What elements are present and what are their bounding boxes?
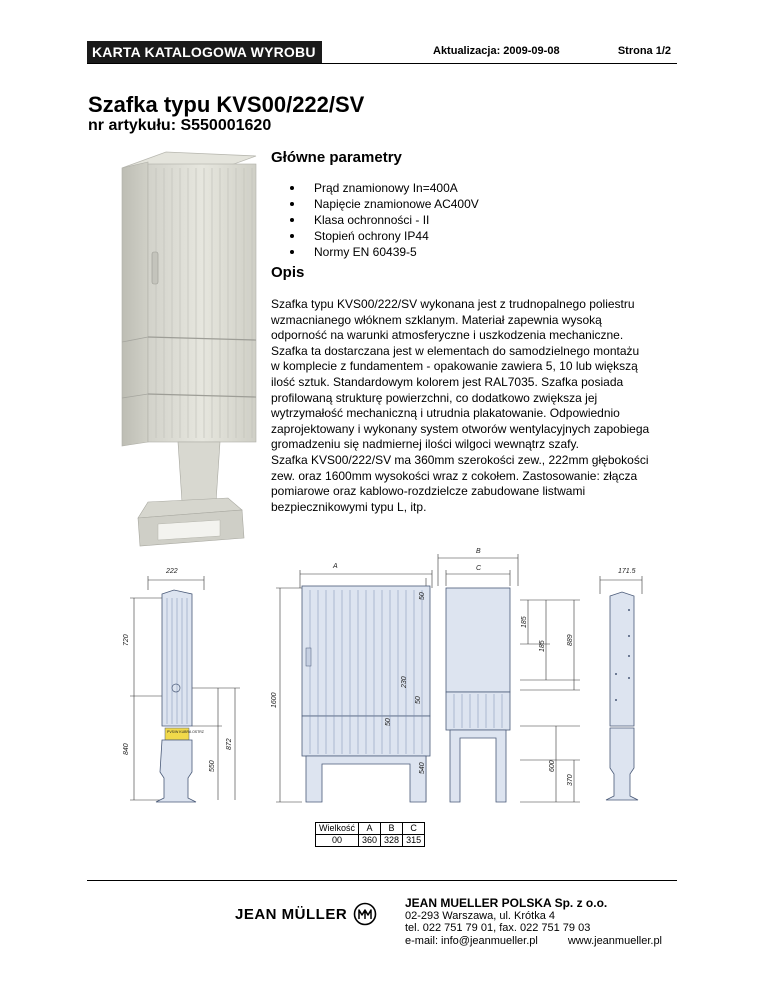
- dim-a: A: [333, 563, 338, 570]
- product-photo: [108, 142, 262, 550]
- description-line: profilowaną strukturę powierzchni, co dodatkowo zwiększa jej: [271, 390, 598, 405]
- list-item: Stopień ochrony IP44: [290, 228, 479, 244]
- company-email: e-mail: info@jeanmueller.pl: [405, 934, 538, 947]
- table-row: [316, 835, 425, 847]
- column-header: C: [403, 823, 425, 835]
- logo-text: JEAN MÜLLER: [235, 905, 348, 923]
- description-line: odporność na warunki atmosferyczne i uszkodzenia mechaniczne.: [271, 328, 624, 343]
- dim-1600: 1600: [271, 692, 278, 708]
- side-view: [156, 590, 205, 802]
- description-line: wzmacnianego włóknem szklanym. Materiał zapewnia wysoką: [271, 312, 602, 327]
- fuse-label-sticker: PVS/W KUBRA OSTRZ: [167, 730, 204, 734]
- dim-840: 840: [123, 743, 130, 755]
- article-number: nr artykułu: S550001620: [88, 117, 272, 134]
- parameters-list: [290, 180, 479, 260]
- bullet-icon: [290, 234, 294, 238]
- description-line: Szafka KVS00/222/SV ma 360mm szerokości zew., 222mm głębokości: [271, 452, 649, 467]
- dim-c: C: [476, 565, 482, 572]
- description-line: bezpiecznikowymi typu L, itp.: [271, 499, 427, 514]
- table-cell: 315: [403, 835, 425, 847]
- dim-185-a: 185: [521, 616, 528, 628]
- bullet-icon: [290, 218, 294, 222]
- table-cell: 328: [381, 835, 403, 847]
- list-item: Napięcie znamionowe AC400V: [290, 196, 479, 212]
- dim-370: 370: [567, 774, 574, 786]
- update-date: Aktualizacja: 2009-09-08: [433, 45, 560, 57]
- size-table: [315, 822, 425, 847]
- dim-872: 872: [226, 738, 233, 750]
- description-line: zew. oraz 1600mm wysokości wraz z cokołem. Zastosowanie: złącza: [271, 468, 638, 483]
- company-logo: [235, 902, 377, 926]
- main-parameters-heading: Główne parametry: [271, 149, 402, 166]
- list-item: Normy EN 60439-5: [290, 244, 479, 260]
- list-item: Prąd znamionowy In=400A: [290, 180, 479, 196]
- bullet-icon: [290, 250, 294, 254]
- dim-50-mid: 50: [415, 696, 422, 704]
- dim-222: 222: [166, 568, 178, 575]
- dim-600: 600: [549, 760, 556, 772]
- company-address: 02-293 Warszawa, ul. Krótka 4: [405, 909, 555, 922]
- company-contact: [405, 935, 662, 948]
- description-line: wytrzymałość mechaniczną i utrudnia plakatowanie. Odpowiednio: [271, 406, 620, 421]
- logo-emblem-icon: [353, 902, 377, 926]
- catalog-card-label: KARTA KATALOGOWA WYROBU: [87, 41, 322, 63]
- column-header: Wielkość: [316, 823, 359, 835]
- description-line: Szafka typu KVS00/222/SV wykonana jest z trudnopalnego poliestru: [271, 297, 635, 311]
- column-header: B: [381, 823, 403, 835]
- list-item: Klasa ochronności - II: [290, 212, 479, 228]
- description-line: Szafka ta dostarczana jest w elementach do samodzielnego montażu: [271, 343, 640, 358]
- document-header: [87, 41, 677, 64]
- product-title: Szafka typu KVS00/222/SV: [88, 92, 365, 117]
- company-website: www.jeanmueller.pl: [567, 934, 662, 947]
- dim-230: 230: [401, 676, 408, 688]
- table-cell: 00: [316, 835, 359, 847]
- bullet-icon: [290, 186, 294, 190]
- dim-550: 550: [209, 760, 216, 772]
- front-view: [302, 586, 430, 802]
- dim-720: 720: [123, 634, 130, 646]
- technical-drawing: [110, 540, 660, 815]
- dim-b: B: [476, 548, 481, 555]
- description-heading: Opis: [271, 264, 305, 281]
- dim-889: 889: [567, 634, 574, 646]
- company-name: JEAN MUELLER POLSKA Sp. z o.o.: [405, 896, 608, 910]
- description-line: pomiarowe oraz kablowo-rozdzielcze zabudowane listwami: [271, 484, 586, 499]
- bullet-icon: [290, 202, 294, 206]
- description-text: [271, 297, 689, 515]
- rear-view: [446, 588, 510, 802]
- dim-185-b: 185: [539, 640, 546, 652]
- description-line: zaprojektowany i wykonany system otworów wentylacyjnych zapobiega: [271, 421, 650, 436]
- page-number: Strona 1/2: [617, 45, 671, 57]
- description-line: gromadzeniu się nadmiernej ilości wilgoci wewnątrz szafy.: [271, 437, 579, 452]
- company-phone: tel. 022 751 79 01, fax. 022 751 79 03: [405, 922, 591, 934]
- description-line: w komplecie z fundamentem - opakowanie zawiera 5, 10 lub większą: [271, 359, 638, 374]
- column-header: A: [359, 823, 381, 835]
- company-info: [405, 897, 662, 947]
- table-cell: 360: [359, 835, 381, 847]
- description-line: ilość sztuk. Standardowym kolorem jest RAL7035. Szafka posiada: [271, 374, 624, 389]
- dim-540: 540: [419, 762, 426, 774]
- footer-divider: [87, 880, 677, 881]
- dim-50-low: 50: [385, 718, 392, 726]
- table-header-row: [316, 823, 425, 835]
- dim-50-top: 50: [419, 592, 426, 600]
- right-side-view: [606, 592, 638, 800]
- dim-171-5: 171.5: [618, 568, 636, 575]
